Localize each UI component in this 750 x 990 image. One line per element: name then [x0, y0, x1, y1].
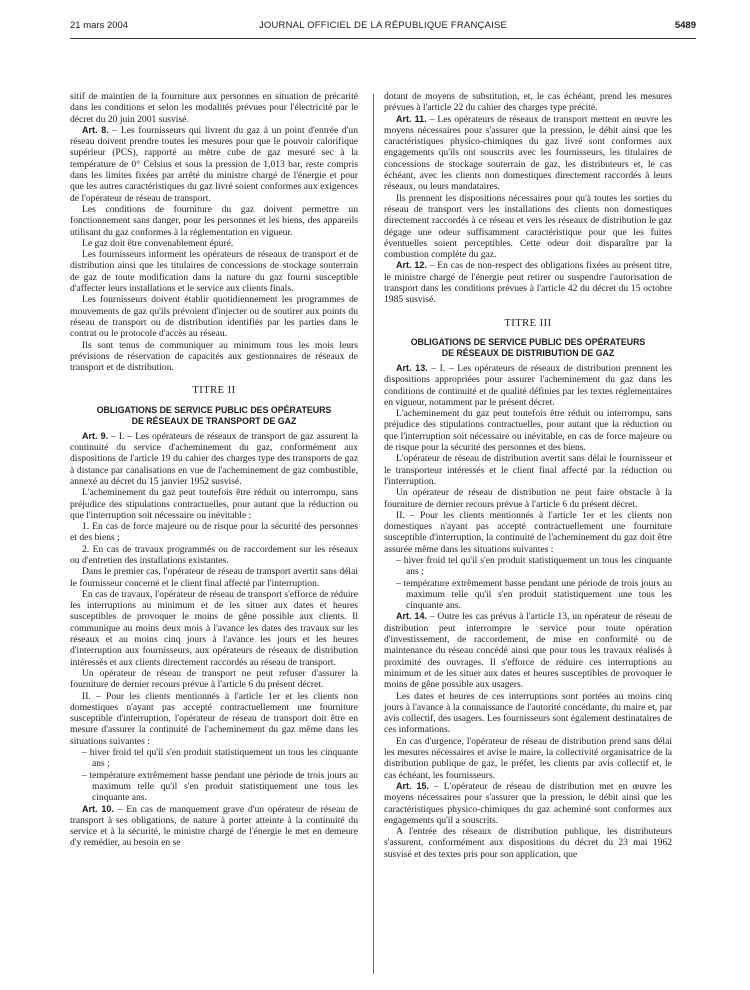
article-label: Art. 13.	[396, 362, 428, 373]
titre-ii: TITRE II	[192, 385, 236, 397]
article-text: – I. – Les opérateurs de réseaux de transport de gaz assurent la continuité du service d'acheminement du gaz, conformément aux dispositions de l'article 19 du cahier des charges type des transports de gaz à distance par canalisations en vue de l'acheminement de gaz combustible, annexé au décret du 15 janvier 1952 susvisé.	[70, 430, 358, 487]
article-10	[70, 804, 358, 849]
section-heading	[70, 405, 358, 427]
paragraph: L'acheminement du gaz peut toutefois être réduit ou interrompu, sans préjudice des stipulations contractuelles, pour autant que la réduction ou que l'interruption soit nécessaire ou inévitable :	[70, 487, 358, 521]
paragraph: Ils prennent les dispositions nécessaires pour qu'à toutes les sorties du réseau de transport vers les installations des clients non domestiques directement raccordés à ce réseau et vers les réseaux de distribution le gaz dégage une odeur suffisamment caractéristique pour que les fuites éventuelles soient perceptibles. Cette odeur doit disparaître par la combustion complète du gaz.	[384, 192, 672, 261]
section-heading-line: DE RÉSEAUX DE TRANSPORT DE GAZ	[131, 415, 297, 426]
article-label: Art. 11.	[396, 113, 427, 124]
paragraph: A l'entrée des réseaux de distribution publique, les distributeurs s'assurent, conformément aux dispositions du décret du 23 mai 1962 susvisé et des textes pris pour son application, que	[384, 826, 672, 860]
list-item: – température extrêmement basse pendant une période de trois jours au maximum telle qu'il s'en produit statistiquement une tous les cinquante ans.	[82, 769, 358, 804]
section-heading-line: OBLIGATIONS DE SERVICE PUBLIC DES OPÉRATEURS	[96, 404, 332, 415]
right-column	[384, 91, 672, 860]
paragraph: En cas de travaux, l'opérateur de réseau de transport s'efforce de réduire les interruptions au minimum et de les situer aux dates et heures susceptibles de provoquer le moins de gêne possible aux clients. Il communique au moins deux mois à l'avance les dates des travaux sur les réseaux et au moins cinq jours à l'avance les jours et les heures d'interruption aux fournisseurs, aux opérateurs de réseaux de distribution intéressés et aux clients directement raccordés au réseau de transport.	[70, 588, 358, 668]
header-page-number: 5489	[674, 20, 696, 31]
paragraph: 1. En cas de force majeure ou de risque pour la sécurité des personnes et des biens ;	[70, 521, 358, 544]
paragraph: Les fournisseurs informent les opérateurs de réseaux de transport et de distribution ainsi que les titulaires de concessions de stockage souterrain de gaz de toute modification dans la nature du gaz fourni susceptible d'affecter leurs installations et le service aux clients finals.	[70, 249, 358, 295]
list-item: – température extrêmement basse pendant une période de trois jours au maximum telle qu'il s'en produit statistiquement une tous les cinquante ans.	[396, 577, 672, 612]
section-heading	[384, 337, 672, 359]
paragraph: L'acheminement du gaz peut toutefois être réduit ou interrompu, sans préjudice des stipulations contractuelles, pour autant que la réduction ou que l'interruption soit nécessaire ou inévitable, en cas de force majeure ou de risque pour la sécurité des personnes et des biens.	[384, 408, 672, 454]
list	[384, 555, 672, 611]
header-journal-title: JOURNAL OFFICIEL DE LA RÉPUBLIQUE FRANÇAISE	[258, 20, 508, 31]
article-label: Art. 9.	[82, 430, 109, 441]
section-heading-line: OBLIGATIONS DE SERVICE PUBLIC DES OPÉRATEURS	[410, 336, 646, 347]
titre-iii: TITRE III	[504, 317, 552, 329]
paragraph: L'opérateur de réseau de distribution avertit sans délai le fournisseur et le transporteur intéressés et le client final affecté par la réduction ou l'interruption.	[384, 453, 672, 487]
paragraph: 2. En cas de travaux programmés ou de raccordement sur les réseaux ou d'entretien des installations existantes.	[70, 543, 358, 566]
paragraph: Les conditions de fourniture du gaz doivent permettre un fonctionnement sans danger, pour les personnes et les biens, des appareils utilisant du gaz conformes à la réglementation en vigueur.	[70, 203, 358, 238]
article-14	[384, 611, 672, 690]
paragraph: Le gaz doit être convenablement épuré.	[82, 237, 234, 249]
paragraph: dotant de moyens de substitution, et, le cas échéant, prend les mesures prévues à l'article 22 du cahier des charges type précité.	[384, 91, 672, 114]
article-text: – En cas de manquement grave d'un opérateur de réseau de transport à ses obligations, de nature à porter atteinte à la continuité du service et à la sécurité, le ministre chargé de l'énergie le met en demeure d'y remédier, au besoin en se	[70, 803, 358, 849]
list	[70, 747, 358, 803]
paragraph: II. – Pour les clients mentionnés à l'article 1er et les clients non domestiques n'ayant pas accepté contractuellement une fourniture susceptible d'interruption, l'opérateur de réseau de transport doit être en mesure d'assurer la continuité de l'acheminement du gaz même dans les situations suivantes :	[70, 690, 358, 747]
article-9	[70, 431, 358, 487]
article-label: Art. 8.	[82, 124, 109, 135]
article-13	[384, 363, 672, 408]
paragraph: Dans le premier cas, l'opérateur de réseau de transport avertit sans délai le fournisseur concerné et le client final affecté par l'interruption.	[70, 566, 358, 589]
header-date: 21 mars 2004	[70, 20, 129, 31]
header-rule	[70, 38, 696, 39]
paragraph: En cas d'urgence, l'opérateur de réseau de distribution prend sans délai les mesures nécessaires et avise le maire, la collectivité organisatrice de la distribution publique de gaz, le préfet, les clients par avis collectif et, le cas échéant, les fournisseurs.	[384, 735, 672, 781]
article-8	[70, 125, 358, 204]
article-label: Art. 12.	[396, 260, 427, 271]
article-text: – Les opérateurs de réseaux de transport mettent en œuvre les moyens nécessaires pour s'assurer que la pression, le débit ainsi que les caractéristiques physico-chimiques du gaz livré sont conformes aux engagements qu'ils ont souscrits avec les fournisseurs, les titulaires de concessions de stockage souterrain de gaz, les distributeurs et, le cas échéant, avec les clients non domestiques directement raccordés à leurs réseaux, ou leurs mandataires.	[384, 113, 672, 193]
paragraph: Un opérateur de réseau de distribution ne peut faire obstacle à la fourniture de dernier recours prévue à l'article 6 du présent décret.	[384, 487, 672, 510]
section-heading-line: DE RÉSEAUX DE DISTRIBUTION DE GAZ	[441, 347, 615, 358]
list-item: – hiver froid tel qu'il s'en produit statistiquement un tous les cinquante ans ;	[396, 554, 672, 578]
article-text: – L'opérateur de réseau de distribution met en œuvre les moyens nécessaires pour s'assurer que la pression, le débit ainsi que les caractéristiques physico-chimiques du gaz acheminé sont conformes aux engagements qu'il a souscrits.	[384, 780, 673, 826]
paragraph: II. – Pour les clients mentionnés à l'article 1er et les clients non domestiques n'ayant pas accepté contractuellement une fourniture susceptible d'interruption, la continuité de l'acheminement du gaz doit être assurée même dans les situations suivantes :	[384, 509, 672, 555]
article-label: Art. 10.	[82, 803, 114, 814]
paragraph: sitif de maintien de la fourniture aux personnes en situation de précarité dans les conditions et selon les modalités prévues pour l'électricité par le décret du 20 juin 2001 susvisé.	[70, 91, 358, 125]
left-column	[70, 91, 358, 849]
paragraph: Les dates et heures de ces interruptions sont portées au moins cinq jours à l'avance à la connaissance de l'autorité concédante, du maire et, par avis collectif, des usagers. Les fournisseurs sont également destinataires de ces informations.	[384, 690, 672, 736]
article-text: – En cas de non-respect des obligations fixées au présent titre, le ministre chargé de l'énergie peut retirer ou suspendre l'autorisation de transport dans les conditions prévues à l'article 42 du décret du 15 octobre 1985 susvisé.	[384, 260, 672, 306]
article-15	[384, 781, 672, 826]
paragraph: Les fournisseurs doivent établir quotidiennement les programmes de mouvements de gaz qu'ils prévoient d'injecter ou de soutirer aux points du réseau de transport ou de distribution identifiés par les parties dans le contrat ou le protocole d'accès au réseau.	[70, 294, 358, 340]
article-label: Art. 14.	[396, 611, 427, 622]
article-text: – I. – Les opérateurs de réseaux de distribution prennent les dispositions appropriées pour assurer l'acheminement du gaz dans les conditions de continuité et de qualité définies par les textes réglementaires en vigueur, notamment par le présent décret.	[384, 362, 672, 408]
article-11	[384, 114, 672, 193]
paragraph: Un opérateur de réseau de transport ne peut refuser d'assurer la fourniture de dernier recours prévue à l'article 6 du présent décret.	[70, 667, 358, 691]
page-header	[70, 20, 696, 36]
article-text: – Outre les cas prévus à l'article 13, un opérateur de réseau de distribution peut interrompre le service pour toute opération d'investissement, de raccordement, de mise en conformité ou de maintenance du réseau concédé ainsi que pour tous les travaux réalisés à proximité des ouvrages. Il s'efforce de réduire ces interruptions au minimum et de les situer aux dates et heures susceptibles de provoquer le moins de gêne possible aux usagers.	[384, 611, 672, 691]
article-label: Art. 15.	[396, 780, 430, 791]
article-text: – Les fournisseurs qui livrent du gaz à un point d'entrée d'un réseau doivent prendre toutes les mesures pour que le pouvoir calorifique supérieur (PCS), rapporté au mètre cube de gaz mesuré sec à la température de 0° Celsius et sous la pression de 1,013 bar, reste compris dans les limites fixées par arrêté du ministre chargé de l'énergie et pour que les autres caractéristiques du gaz livré soient conformes aux exigences de l'opérateur de réseau de transport.	[70, 124, 358, 204]
article-12	[384, 260, 672, 305]
list-item: – hiver froid tel qu'il s'en produit statistiquement un tous les cinquante ans ;	[82, 747, 358, 770]
paragraph: Ils sont tenus de communiquer au minimum tous les mois leurs prévisions de réservation de capacités aux gestionnaires de réseaux de transport et de distribution.	[70, 339, 358, 374]
column-divider	[373, 94, 374, 974]
